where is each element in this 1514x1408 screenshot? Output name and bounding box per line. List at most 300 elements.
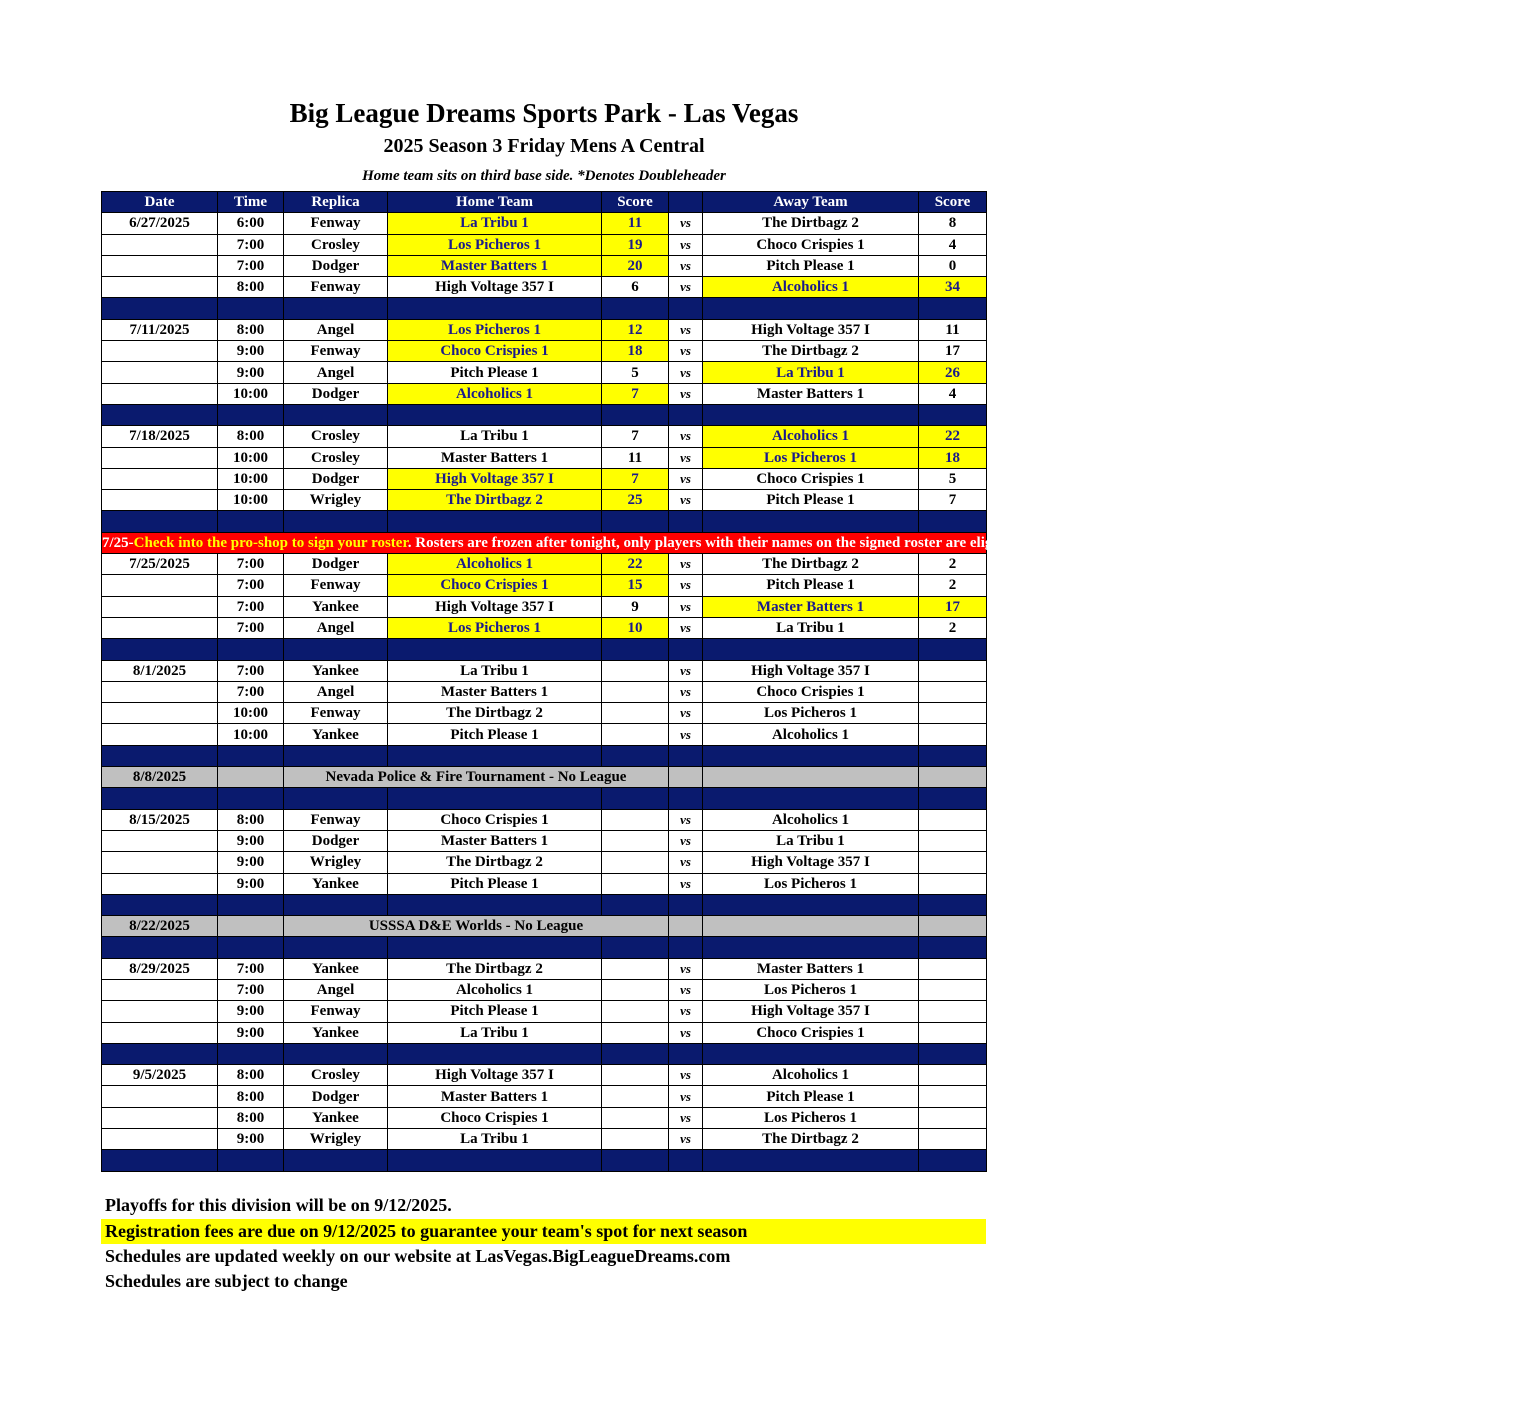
game-date: 7/18/2025 xyxy=(102,426,218,447)
notice-prefix: 7/25- xyxy=(102,534,134,551)
separator-cell xyxy=(669,404,703,425)
home-team: La Tribu 1 xyxy=(388,1022,602,1043)
game-replica: Angel xyxy=(284,681,388,702)
game-time: 7:00 xyxy=(218,554,284,575)
away-team: Los Picheros 1 xyxy=(703,873,919,894)
home-team: Los Picheros 1 xyxy=(388,234,602,255)
separator-row xyxy=(102,298,987,319)
game-time: 9:00 xyxy=(218,852,284,873)
game-row xyxy=(102,234,987,255)
vs-label: vs xyxy=(669,213,703,234)
home-score: 9 xyxy=(602,596,669,617)
vs-label: vs xyxy=(669,490,703,511)
home-score: 10 xyxy=(602,617,669,638)
header-row xyxy=(102,192,987,213)
page-subtitle: 2025 Season 3 Friday Mens A Central xyxy=(383,135,705,157)
separator-cell xyxy=(218,404,284,425)
separator-row xyxy=(102,745,987,766)
home-score xyxy=(602,681,669,702)
playoffs-text: Playoffs for this division will be on 9/12/2025. xyxy=(105,1195,452,1215)
home-team: Alcoholics 1 xyxy=(388,383,602,404)
separator-cell xyxy=(919,788,987,809)
away-score: 17 xyxy=(919,596,987,617)
game-time: 9:00 xyxy=(218,1129,284,1150)
separator-cell xyxy=(102,639,218,660)
registration-text: Registration fees are due on 9/12/2025 to guarantee your team's spot for next season xyxy=(105,1221,748,1241)
vs-label: vs xyxy=(669,1086,703,1107)
separator-cell xyxy=(919,639,987,660)
game-date xyxy=(102,1129,218,1150)
vs-label: vs xyxy=(669,852,703,873)
vs-label: vs xyxy=(669,1001,703,1022)
game-row xyxy=(102,873,987,894)
vs-label: vs xyxy=(669,1065,703,1086)
no-league-date: 8/22/2025 xyxy=(102,916,218,937)
game-date xyxy=(102,383,218,404)
separator-cell xyxy=(919,745,987,766)
vs-label: vs xyxy=(669,703,703,724)
change-text: Schedules are subject to change xyxy=(105,1271,348,1291)
home-score: 7 xyxy=(602,383,669,404)
col-replica: Replica xyxy=(284,192,388,213)
game-time: 8:00 xyxy=(218,1086,284,1107)
game-replica: Yankee xyxy=(284,958,388,979)
separator-cell xyxy=(388,511,602,532)
game-row xyxy=(102,830,987,851)
game-date xyxy=(102,468,218,489)
no-league-row xyxy=(102,916,987,937)
game-time: 7:00 xyxy=(218,660,284,681)
vs-label: vs xyxy=(669,660,703,681)
home-team: The Dirtbagz 2 xyxy=(388,490,602,511)
game-row xyxy=(102,681,987,702)
home-team: Master Batters 1 xyxy=(388,1086,602,1107)
home-team: The Dirtbagz 2 xyxy=(388,958,602,979)
home-score: 19 xyxy=(602,234,669,255)
vs-label: vs xyxy=(669,383,703,404)
separator-cell xyxy=(703,404,919,425)
away-team: Pitch Please 1 xyxy=(703,490,919,511)
separator-cell xyxy=(703,1043,919,1064)
game-row xyxy=(102,447,987,468)
vs-label: vs xyxy=(669,1022,703,1043)
game-replica: Dodger xyxy=(284,554,388,575)
game-row xyxy=(102,660,987,681)
away-team: La Tribu 1 xyxy=(703,830,919,851)
away-score: 8 xyxy=(919,213,987,234)
separator-cell xyxy=(284,745,388,766)
game-row xyxy=(102,1022,987,1043)
game-time: 10:00 xyxy=(218,490,284,511)
game-date xyxy=(102,852,218,873)
separator-cell xyxy=(284,894,388,915)
game-date xyxy=(102,362,218,383)
no-league-vs xyxy=(669,916,703,937)
separator-row xyxy=(102,639,987,660)
separator-cell xyxy=(218,298,284,319)
game-date xyxy=(102,255,218,276)
home-team: Master Batters 1 xyxy=(388,830,602,851)
home-score: 7 xyxy=(602,468,669,489)
separator-cell xyxy=(284,1043,388,1064)
home-team: Los Picheros 1 xyxy=(388,319,602,340)
home-score xyxy=(602,1022,669,1043)
game-date xyxy=(102,575,218,596)
away-team: Choco Crispies 1 xyxy=(703,681,919,702)
separator-cell xyxy=(102,298,218,319)
game-row xyxy=(102,362,987,383)
away-team: High Voltage 357 I xyxy=(703,1001,919,1022)
away-score xyxy=(919,703,987,724)
separator-cell xyxy=(388,1043,602,1064)
separator-cell xyxy=(602,937,669,958)
game-row xyxy=(102,255,987,276)
separator-cell xyxy=(284,511,388,532)
roster-notice xyxy=(102,532,1514,553)
game-replica: Angel xyxy=(284,617,388,638)
home-score xyxy=(602,1107,669,1128)
game-replica: Dodger xyxy=(284,468,388,489)
game-time: 9:00 xyxy=(218,341,284,362)
game-row xyxy=(102,809,987,830)
vs-label: vs xyxy=(669,596,703,617)
separator-cell xyxy=(388,788,602,809)
no-league-text: USSSA D&E Worlds - No League xyxy=(284,916,669,937)
game-row xyxy=(102,703,987,724)
home-score xyxy=(602,1129,669,1150)
separator-cell xyxy=(919,511,987,532)
home-team-note: Home team sits on third base side. *Denotes Doubleheader xyxy=(362,168,726,184)
home-team: High Voltage 357 I xyxy=(388,596,602,617)
separator-cell xyxy=(102,1150,218,1171)
game-replica: Fenway xyxy=(284,277,388,298)
game-replica: Fenway xyxy=(284,575,388,596)
home-score xyxy=(602,958,669,979)
game-row xyxy=(102,383,987,404)
game-time: 8:00 xyxy=(218,1065,284,1086)
away-team: Master Batters 1 xyxy=(703,383,919,404)
separator-cell xyxy=(388,404,602,425)
home-team: Choco Crispies 1 xyxy=(388,575,602,596)
separator-row xyxy=(102,511,987,532)
game-date xyxy=(102,490,218,511)
separator-cell xyxy=(602,1150,669,1171)
schedule-table xyxy=(101,191,1514,1172)
game-time: 10:00 xyxy=(218,447,284,468)
away-score xyxy=(919,830,987,851)
game-row xyxy=(102,852,987,873)
separator-row xyxy=(102,1043,987,1064)
game-date xyxy=(102,1107,218,1128)
away-team: The Dirtbagz 2 xyxy=(703,341,919,362)
game-time: 9:00 xyxy=(218,1001,284,1022)
game-row xyxy=(102,554,987,575)
separator-cell xyxy=(669,894,703,915)
vs-label: vs xyxy=(669,681,703,702)
home-score xyxy=(602,1086,669,1107)
separator-cell xyxy=(218,745,284,766)
game-row xyxy=(102,617,987,638)
game-date xyxy=(102,873,218,894)
away-team: La Tribu 1 xyxy=(703,362,919,383)
away-score xyxy=(919,873,987,894)
away-team: Alcoholics 1 xyxy=(703,1065,919,1086)
home-team: Master Batters 1 xyxy=(388,681,602,702)
game-time: 7:00 xyxy=(218,596,284,617)
game-row xyxy=(102,1086,987,1107)
separator-cell xyxy=(388,298,602,319)
game-date: 8/15/2025 xyxy=(102,809,218,830)
game-replica: Dodger xyxy=(284,255,388,276)
separator-cell xyxy=(919,894,987,915)
notice-highlight: Check into the pro-shop to sign your roster xyxy=(133,534,408,551)
game-time: 8:00 xyxy=(218,319,284,340)
game-replica: Angel xyxy=(284,362,388,383)
vs-label: vs xyxy=(669,873,703,894)
away-team: Pitch Please 1 xyxy=(703,1086,919,1107)
game-row xyxy=(102,724,987,745)
away-score xyxy=(919,979,987,1000)
away-score xyxy=(919,681,987,702)
home-score: 11 xyxy=(602,213,669,234)
vs-label: vs xyxy=(669,958,703,979)
away-score: 26 xyxy=(919,362,987,383)
col-away-team: Away Team xyxy=(703,192,919,213)
separator-cell xyxy=(102,788,218,809)
game-time: 7:00 xyxy=(218,979,284,1000)
separator-cell xyxy=(102,894,218,915)
game-row xyxy=(102,979,987,1000)
separator-cell xyxy=(703,298,919,319)
change-note xyxy=(101,1271,986,1292)
game-row xyxy=(102,1107,987,1128)
roster-notice-row xyxy=(102,532,987,553)
game-replica: Yankee xyxy=(284,660,388,681)
game-time: 8:00 xyxy=(218,809,284,830)
away-score: 18 xyxy=(919,447,987,468)
separator-cell xyxy=(919,1043,987,1064)
away-team: The Dirtbagz 2 xyxy=(703,554,919,575)
home-score xyxy=(602,724,669,745)
away-team: Alcoholics 1 xyxy=(703,426,919,447)
game-date xyxy=(102,681,218,702)
game-date xyxy=(102,979,218,1000)
separator-cell xyxy=(218,1150,284,1171)
no-league-score xyxy=(919,767,987,788)
game-replica: Angel xyxy=(284,319,388,340)
game-date xyxy=(102,1022,218,1043)
home-score xyxy=(602,873,669,894)
home-team: High Voltage 357 I xyxy=(388,468,602,489)
home-team: High Voltage 357 I xyxy=(388,277,602,298)
separator-cell xyxy=(703,1150,919,1171)
game-date xyxy=(102,341,218,362)
game-time: 9:00 xyxy=(218,873,284,894)
separator-cell xyxy=(284,937,388,958)
game-time: 7:00 xyxy=(218,575,284,596)
game-row xyxy=(102,319,987,340)
vs-label: vs xyxy=(669,362,703,383)
game-replica: Crosley xyxy=(284,1065,388,1086)
game-time: 7:00 xyxy=(218,255,284,276)
vs-label: vs xyxy=(669,426,703,447)
home-team: Pitch Please 1 xyxy=(388,1001,602,1022)
game-date xyxy=(102,1086,218,1107)
game-time: 9:00 xyxy=(218,362,284,383)
vs-label: vs xyxy=(669,255,703,276)
game-replica: Yankee xyxy=(284,596,388,617)
game-date: 7/25/2025 xyxy=(102,554,218,575)
separator-row xyxy=(102,404,987,425)
col-date: Date xyxy=(102,192,218,213)
separator-cell xyxy=(388,1150,602,1171)
home-team: Master Batters 1 xyxy=(388,255,602,276)
separator-cell xyxy=(102,404,218,425)
no-league-time xyxy=(218,767,284,788)
home-team: Los Picheros 1 xyxy=(388,617,602,638)
game-date xyxy=(102,1001,218,1022)
home-team: High Voltage 357 I xyxy=(388,1065,602,1086)
separator-cell xyxy=(669,298,703,319)
away-score: 4 xyxy=(919,234,987,255)
home-team: La Tribu 1 xyxy=(388,1129,602,1150)
game-row xyxy=(102,596,987,617)
home-score: 7 xyxy=(602,426,669,447)
vs-label: vs xyxy=(669,979,703,1000)
game-date xyxy=(102,703,218,724)
separator-cell xyxy=(602,404,669,425)
home-team: Alcoholics 1 xyxy=(388,554,602,575)
away-score: 2 xyxy=(919,617,987,638)
home-score xyxy=(602,809,669,830)
game-row xyxy=(102,1065,987,1086)
separator-cell xyxy=(102,511,218,532)
away-team: Choco Crispies 1 xyxy=(703,468,919,489)
col-away-score: Score xyxy=(919,192,987,213)
home-score xyxy=(602,660,669,681)
website-text: Schedules are updated weekly on our website at LasVegas.BigLeagueDreams.com xyxy=(105,1246,731,1266)
away-team: Alcoholics 1 xyxy=(703,277,919,298)
game-date: 8/29/2025 xyxy=(102,958,218,979)
away-score: 2 xyxy=(919,575,987,596)
home-score xyxy=(602,1001,669,1022)
game-time: 7:00 xyxy=(218,234,284,255)
game-date: 9/5/2025 xyxy=(102,1065,218,1086)
away-team: Master Batters 1 xyxy=(703,958,919,979)
away-score: 17 xyxy=(919,341,987,362)
home-score: 18 xyxy=(602,341,669,362)
separator-cell xyxy=(602,745,669,766)
vs-label: vs xyxy=(669,575,703,596)
separator-cell xyxy=(669,937,703,958)
separator-cell xyxy=(388,894,602,915)
game-row xyxy=(102,213,987,234)
vs-label: vs xyxy=(669,447,703,468)
away-team: High Voltage 357 I xyxy=(703,852,919,873)
separator-cell xyxy=(919,937,987,958)
separator-cell xyxy=(102,745,218,766)
game-time: 10:00 xyxy=(218,383,284,404)
away-team: Los Picheros 1 xyxy=(703,979,919,1000)
home-score xyxy=(602,830,669,851)
no-league-row xyxy=(102,767,987,788)
separator-cell xyxy=(602,639,669,660)
game-row xyxy=(102,341,987,362)
away-score xyxy=(919,852,987,873)
game-date: 7/11/2025 xyxy=(102,319,218,340)
game-replica: Fenway xyxy=(284,213,388,234)
vs-label: vs xyxy=(669,319,703,340)
separator-cell xyxy=(284,404,388,425)
separator-row xyxy=(102,788,987,809)
away-team: High Voltage 357 I xyxy=(703,319,919,340)
home-team: La Tribu 1 xyxy=(388,426,602,447)
away-score: 7 xyxy=(919,490,987,511)
away-team: The Dirtbagz 2 xyxy=(703,213,919,234)
game-replica: Crosley xyxy=(284,426,388,447)
separator-cell xyxy=(284,639,388,660)
separator-cell xyxy=(218,894,284,915)
no-league-score xyxy=(919,916,987,937)
vs-label: vs xyxy=(669,617,703,638)
vs-label: vs xyxy=(669,1129,703,1150)
away-score xyxy=(919,1129,987,1150)
game-replica: Crosley xyxy=(284,234,388,255)
game-replica: Fenway xyxy=(284,1001,388,1022)
game-replica: Fenway xyxy=(284,341,388,362)
home-team: La Tribu 1 xyxy=(388,213,602,234)
game-row xyxy=(102,277,987,298)
separator-cell xyxy=(669,1043,703,1064)
home-score xyxy=(602,1065,669,1086)
game-date xyxy=(102,277,218,298)
separator-cell xyxy=(388,639,602,660)
home-score: 5 xyxy=(602,362,669,383)
vs-label: vs xyxy=(669,468,703,489)
separator-cell xyxy=(218,1043,284,1064)
away-score xyxy=(919,958,987,979)
separator-cell xyxy=(669,745,703,766)
home-score xyxy=(602,852,669,873)
game-replica: Crosley xyxy=(284,447,388,468)
game-replica: Yankee xyxy=(284,1107,388,1128)
separator-cell xyxy=(669,788,703,809)
separator-cell xyxy=(703,639,919,660)
separator-row xyxy=(102,894,987,915)
away-score xyxy=(919,1065,987,1086)
home-team: Pitch Please 1 xyxy=(388,873,602,894)
home-score xyxy=(602,703,669,724)
home-score: 25 xyxy=(602,490,669,511)
separator-row xyxy=(102,1150,987,1171)
separator-cell xyxy=(703,511,919,532)
separator-cell xyxy=(669,639,703,660)
game-replica: Dodger xyxy=(284,830,388,851)
vs-label: vs xyxy=(669,554,703,575)
separator-cell xyxy=(284,788,388,809)
no-league-time xyxy=(218,916,284,937)
away-score xyxy=(919,1001,987,1022)
game-date xyxy=(102,617,218,638)
away-team: Master Batters 1 xyxy=(703,596,919,617)
separator-cell xyxy=(388,745,602,766)
home-team: Pitch Please 1 xyxy=(388,724,602,745)
separator-cell xyxy=(602,298,669,319)
no-league-date: 8/8/2025 xyxy=(102,767,218,788)
game-date xyxy=(102,830,218,851)
col-home-score: Score xyxy=(602,192,669,213)
separator-cell xyxy=(703,745,919,766)
